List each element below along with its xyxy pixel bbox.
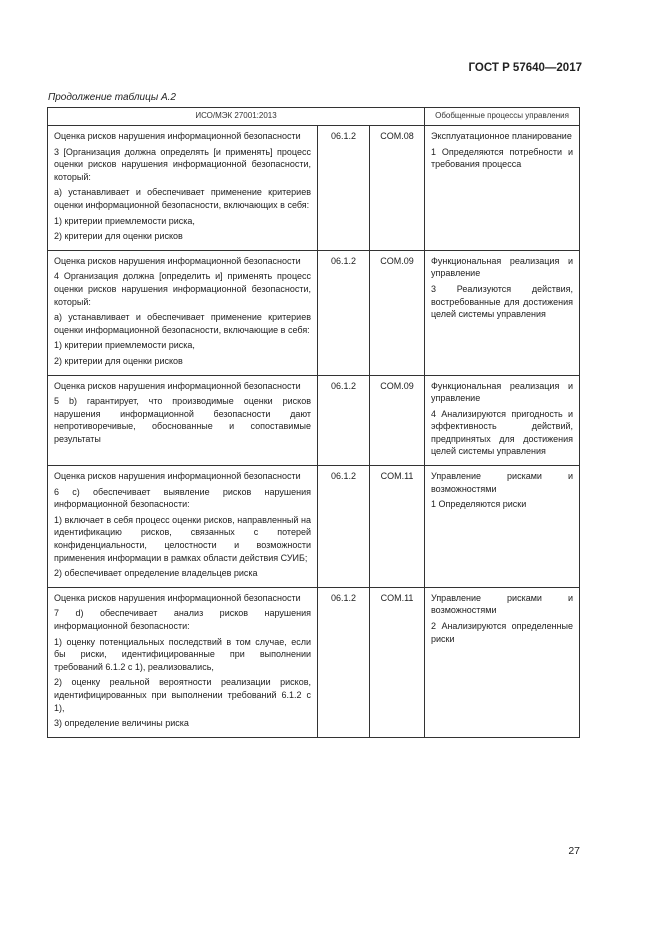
requirement-text: 3 [Организация должна определять [и применять] процесс оценки рисков нарушения информационной безопасности, который:	[54, 146, 311, 182]
table-caption: Продолжение таблицы А.2	[48, 92, 176, 103]
requirement-text: 5 b) гарантирует, что производимые оценки рисков нарушения информационной безопасности дают непротиворечивые, обоснованные и сопоставимые результаты	[54, 396, 311, 444]
clause-ref: 06.1.2	[318, 587, 370, 737]
page-number: 27	[568, 845, 580, 857]
clause-ref: 06.1.2	[318, 466, 370, 588]
table-row	[48, 466, 580, 588]
process-text: 3 Реализуются действия, востребованные для достижения целей системы управления	[431, 283, 573, 320]
process-cell	[425, 126, 580, 251]
requirement-text: 3) определение величины риска	[54, 718, 189, 729]
requirement-text: а) устанавливает и обеспечивает применение критериев оценки информационной безопасности, включающих в себя:	[54, 187, 311, 210]
requirement-text: 4 Организация должна [определить и] применять процесс оценки рисков нарушения информационной безопасности, который:	[54, 271, 311, 307]
requirement-text: 2) критерии для оценки рисков	[54, 231, 183, 242]
requirement-text: 2) оценку реальной вероятности реализации рисков, идентифицированных при выполнении требований 6.1.2 с 1),	[54, 677, 311, 713]
table-row	[48, 126, 580, 251]
process-text: Эксплуатационное планирование	[431, 131, 572, 141]
process-cell	[425, 250, 580, 375]
process-code: COM.11	[370, 466, 425, 588]
requirement-cell	[48, 250, 318, 375]
table-row	[48, 587, 580, 737]
requirement-text: Оценка рисков нарушения информационной безопасности	[54, 471, 301, 482]
requirement-cell	[48, 126, 318, 251]
process-cell	[425, 466, 580, 588]
requirement-text: 6 с) обеспечивает выявление рисков нарушения информационной безопасности:	[54, 486, 311, 510]
process-cell	[425, 587, 580, 737]
header-iso: ИСО/МЭК 27001:2013	[48, 108, 425, 126]
requirement-text: 1) оценку потенциальных последствий в том случае, если бы риски, идентифицированные при выполнении требований 6.1.2 с 1), реализовались,	[54, 636, 311, 672]
requirement-cell	[48, 466, 318, 588]
process-text: Функциональная реализация и управление	[431, 255, 573, 279]
requirement-text: 1) включает в себя процесс оценки рисков, направленный на идентификацию рисков, связанных с потерей конфиденциальности, целостности и возможности применения информации в рамках области действия СУИБ;	[54, 514, 311, 563]
process-text: 1 Определяются риски	[431, 499, 527, 510]
table-header-row	[48, 108, 580, 126]
clause-ref: 06.1.2	[318, 126, 370, 251]
requirement-text: 7 d) обеспечивает анализ рисков нарушения информационной безопасности:	[54, 608, 311, 631]
requirement-text: Оценка рисков нарушения информационной безопасности	[54, 255, 301, 266]
process-code: COM.11	[370, 587, 425, 737]
requirement-cell	[48, 587, 318, 737]
process-text: Управление рисками и возможностями	[431, 592, 573, 616]
process-text: Управление рисками и возможностями	[431, 471, 573, 494]
document-code: ГОСТ Р 57640—2017	[468, 62, 582, 74]
clause-ref: 06.1.2	[318, 375, 370, 466]
header-processes: Обобщенные процессы управления	[425, 108, 580, 126]
process-text: Функциональная реализация и управление	[431, 380, 573, 404]
process-code: COM.09	[370, 375, 425, 466]
table-row	[48, 250, 580, 375]
requirement-cell	[48, 375, 318, 466]
process-text: 1 Определяются потребности и требования процесса	[431, 146, 573, 170]
process-code: COM.08	[370, 126, 425, 251]
process-text: 2 Анализируются определенные риски	[431, 621, 573, 644]
requirement-text: а) устанавливает и обеспечивает применение критериев оценки информационной безопасности, включающие в себя:	[54, 312, 311, 335]
requirement-text: 1) критерии приемлемости риска,	[54, 215, 195, 226]
table-row	[48, 375, 580, 466]
process-cell	[425, 375, 580, 466]
requirement-text: 2) обеспечивает определение владельцев риска	[54, 568, 258, 579]
clause-ref: 06.1.2	[318, 250, 370, 375]
process-code: COM.09	[370, 250, 425, 375]
requirement-text: Оценка рисков нарушения информационной безопасности	[54, 380, 301, 391]
requirement-text: 2) критерии для оценки рисков	[54, 355, 183, 366]
requirement-text: 1) критерии приемлемости риска,	[54, 340, 195, 351]
requirements-table	[47, 107, 580, 738]
requirement-text: Оценка рисков нарушения информационной безопасности	[54, 592, 301, 603]
requirement-text: Оценка рисков нарушения информационной безопасности	[54, 131, 301, 141]
process-text: 4 Анализируются пригодность и эффективность действий, предпринятых для достижения целей системы управления	[431, 408, 573, 457]
